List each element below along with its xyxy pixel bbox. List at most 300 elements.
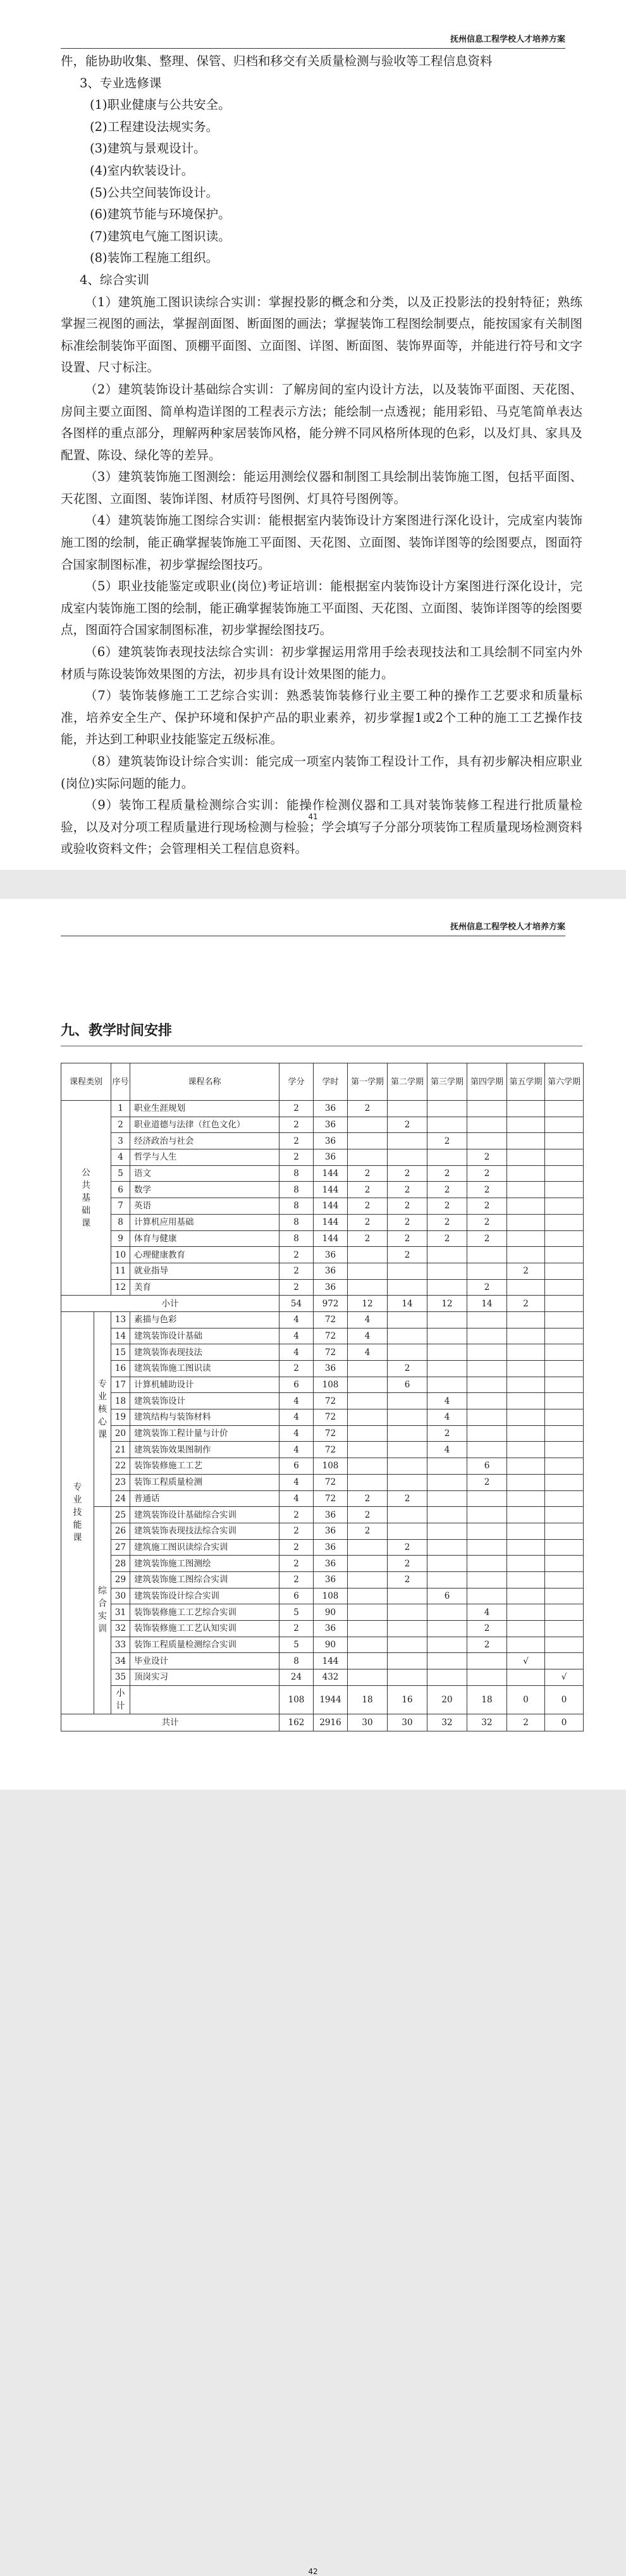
table-cell — [507, 1230, 545, 1247]
table-cell: 12 — [427, 1296, 467, 1312]
row-number: 27 — [111, 1539, 130, 1556]
table-cell — [507, 1556, 545, 1572]
header-cell: 第六学期 — [545, 1063, 584, 1101]
table-cell — [507, 1101, 545, 1117]
course-name: 建筑装饰设计综合实训 — [130, 1588, 279, 1604]
practice-paragraph: （3）建筑装饰施工图测绘：能运用测绘仪器和制图工具绘制出装饰施工图，包括平面图、天花图、立面图、装饰详图、材质符号图例、灯具符号图例等。 — [61, 469, 582, 506]
table-cell — [545, 1182, 584, 1198]
table-cell — [427, 1507, 467, 1523]
row-number: 16 — [111, 1361, 130, 1377]
table-cell: 2 — [467, 1474, 507, 1490]
table-cell: 2 — [467, 1279, 507, 1296]
table-cell: 162 — [279, 1714, 314, 1731]
table-cell — [427, 1117, 467, 1133]
table-cell: 8 — [279, 1182, 314, 1198]
table-cell: 2 — [348, 1101, 388, 1117]
table-cell: 2 — [388, 1361, 427, 1377]
table-cell — [348, 1571, 388, 1588]
table-cell — [545, 1101, 584, 1117]
header-cell: 第三学期 — [427, 1063, 467, 1101]
table-cell — [427, 1490, 467, 1507]
table-cell — [507, 1490, 545, 1507]
table-cell: 4 — [279, 1490, 314, 1507]
table-cell — [507, 1588, 545, 1604]
table-cell: 4 — [279, 1442, 314, 1458]
table-cell: 2 — [388, 1247, 427, 1263]
row-number: 3 — [111, 1133, 130, 1149]
row-number: 13 — [111, 1311, 130, 1328]
table-cell — [507, 1539, 545, 1556]
table-cell: 2 — [388, 1198, 427, 1215]
header-cell: 序号 — [111, 1063, 130, 1101]
table-cell — [467, 1669, 507, 1686]
table-cell — [427, 1149, 467, 1166]
table-cell: 2 — [388, 1117, 427, 1133]
row-number: 30 — [111, 1588, 130, 1604]
page-header: 抚州信息工程学校人才培养方案 — [61, 920, 565, 936]
row-number: 35 — [111, 1669, 130, 1686]
row-number: 29 — [111, 1571, 130, 1588]
table-cell: 2 — [279, 1149, 314, 1166]
table-cell — [388, 1344, 427, 1361]
table-cell — [507, 1393, 545, 1409]
elective-item: (2)工程建设法规实务。 — [90, 119, 219, 134]
course-name: 数学 — [130, 1182, 279, 1198]
course-name: 建筑装饰施工图测绘 — [130, 1556, 279, 1572]
table-cell: 32 — [427, 1714, 467, 1731]
total-label: 共计 — [61, 1714, 279, 1731]
table-cell — [507, 1474, 545, 1490]
table-cell — [507, 1165, 545, 1182]
table-cell: 6 — [427, 1588, 467, 1604]
page-number: 41 — [308, 812, 318, 821]
table-cell: 72 — [314, 1344, 348, 1361]
row-number: 24 — [111, 1490, 130, 1507]
course-name: 装饰装修施工工艺综合实训 — [130, 1604, 279, 1621]
table-cell — [388, 1669, 427, 1686]
table-cell: 4 — [279, 1328, 314, 1344]
table-cell: 36 — [314, 1101, 348, 1117]
course-name: 职业生涯规划 — [130, 1101, 279, 1117]
table-cell — [545, 1296, 584, 1312]
table-cell — [388, 1523, 427, 1539]
table-cell: 4 — [279, 1311, 314, 1328]
table-cell: 2 — [427, 1182, 467, 1198]
course-name: 建筑装饰施工图综合实训 — [130, 1571, 279, 1588]
subtotal-label: 小计 — [61, 1296, 279, 1312]
course-name: 装饰工程质量检测 — [130, 1474, 279, 1490]
table-cell: 2 — [348, 1490, 388, 1507]
table-cell — [545, 1474, 584, 1490]
table-cell: 36 — [314, 1621, 348, 1637]
table-cell — [348, 1117, 388, 1133]
table-cell — [427, 1101, 467, 1117]
table-cell — [507, 1247, 545, 1263]
table-cell: √ — [545, 1669, 584, 1686]
table-cell — [507, 1621, 545, 1637]
row-number: 32 — [111, 1621, 130, 1637]
practice-heading: 4、综合实训 — [80, 272, 149, 287]
table-cell — [545, 1523, 584, 1539]
table-row — [61, 1653, 584, 1669]
table-cell: 4 — [279, 1474, 314, 1490]
elective-item: (1)职业健康与公共安全。 — [90, 97, 231, 113]
table-cell: 2 — [279, 1247, 314, 1263]
header-cell: 学分 — [279, 1063, 314, 1101]
table-cell — [467, 1133, 507, 1149]
table-cell: 54 — [279, 1296, 314, 1312]
table-cell: 72 — [314, 1328, 348, 1344]
page-header: 抚州信息工程学校人才培养方案 — [61, 33, 565, 49]
table-cell: 2 — [427, 1133, 467, 1149]
table-cell — [507, 1409, 545, 1426]
table-cell — [388, 1311, 427, 1328]
table-cell: 2 — [388, 1571, 427, 1588]
table-row — [61, 1539, 584, 1556]
page-41 — [0, 0, 626, 870]
table-cell — [348, 1588, 388, 1604]
table-cell — [388, 1409, 427, 1426]
table-cell — [545, 1230, 584, 1247]
table-cell — [545, 1539, 584, 1556]
table-cell: 2 — [427, 1230, 467, 1247]
row-number: 26 — [111, 1523, 130, 1539]
table-row — [61, 1393, 584, 1409]
table-cell — [427, 1604, 467, 1621]
table-cell: 72 — [314, 1490, 348, 1507]
course-name: 经济政治与社会 — [130, 1133, 279, 1149]
table-cell — [467, 1101, 507, 1117]
table-row — [61, 1165, 584, 1182]
table-cell — [427, 1361, 467, 1377]
table-row — [61, 1230, 584, 1247]
table-cell: 36 — [314, 1523, 348, 1539]
table-cell — [388, 1328, 427, 1344]
table-cell: 0 — [545, 1714, 584, 1731]
table-cell: 32 — [467, 1714, 507, 1731]
table-cell — [545, 1604, 584, 1621]
course-name: 建筑装饰工程计量与计价 — [130, 1425, 279, 1442]
row-number: 5 — [111, 1165, 130, 1182]
table-row — [61, 1571, 584, 1588]
table-cell: 2 — [279, 1507, 314, 1523]
table-cell — [545, 1556, 584, 1572]
table-row — [61, 1279, 584, 1296]
table-cell — [467, 1117, 507, 1133]
table-cell — [545, 1117, 584, 1133]
table-cell — [467, 1377, 507, 1393]
table-cell — [388, 1133, 427, 1149]
table-cell: 2 — [388, 1539, 427, 1556]
table-cell — [507, 1117, 545, 1133]
table-cell — [348, 1458, 388, 1475]
table-cell: 0 — [507, 1685, 545, 1714]
table-cell: 5 — [279, 1637, 314, 1653]
subtotal-label: 小计 — [111, 1685, 130, 1714]
table-cell: 6 — [388, 1377, 427, 1393]
table-cell: 72 — [314, 1393, 348, 1409]
table-cell — [467, 1311, 507, 1328]
table-cell — [427, 1247, 467, 1263]
category-cell: 专业技能课 — [61, 1311, 94, 1714]
category-cell: 公共基础课 — [61, 1101, 111, 1296]
table-cell — [348, 1442, 388, 1458]
table-cell — [467, 1556, 507, 1572]
table-cell: 2 — [279, 1571, 314, 1588]
table-cell: 108 — [279, 1685, 314, 1714]
table-cell — [388, 1263, 427, 1279]
table-cell: 6 — [279, 1458, 314, 1475]
row-number: 25 — [111, 1507, 130, 1523]
table-cell: 36 — [314, 1279, 348, 1296]
table-cell: 2 — [348, 1165, 388, 1182]
table-cell — [427, 1621, 467, 1637]
table-cell — [507, 1279, 545, 1296]
table-cell — [467, 1588, 507, 1604]
table-cell — [507, 1133, 545, 1149]
table-cell — [388, 1653, 427, 1669]
row-number: 7 — [111, 1198, 130, 1215]
course-name: 建筑装饰施工图识读 — [130, 1361, 279, 1377]
table-cell — [507, 1442, 545, 1458]
row-number: 23 — [111, 1474, 130, 1490]
table-cell: 8 — [279, 1230, 314, 1247]
table-cell: 2 — [279, 1101, 314, 1117]
course-name: 心理健康教育 — [130, 1247, 279, 1263]
table-cell — [348, 1653, 388, 1669]
table-row — [61, 1490, 584, 1507]
table-cell: 2 — [388, 1230, 427, 1247]
table-cell: 6 — [279, 1377, 314, 1393]
table-header-row — [61, 1063, 584, 1101]
row-number: 19 — [111, 1409, 130, 1426]
table-cell — [427, 1474, 467, 1490]
table-cell: 36 — [314, 1571, 348, 1588]
table-row — [61, 1556, 584, 1572]
row-number: 21 — [111, 1442, 130, 1458]
course-name: 装饰工程质量检测综合实训 — [130, 1637, 279, 1653]
table-cell — [545, 1328, 584, 1344]
table-cell — [467, 1393, 507, 1409]
table-row — [61, 1182, 584, 1198]
table-row — [61, 1425, 584, 1442]
table-cell — [348, 1474, 388, 1490]
table-cell: 2 — [467, 1165, 507, 1182]
table-cell — [427, 1556, 467, 1572]
table-cell — [467, 1539, 507, 1556]
table-cell — [467, 1523, 507, 1539]
table-cell: 2 — [388, 1165, 427, 1182]
table-cell: 4 — [427, 1393, 467, 1409]
table-cell — [467, 1507, 507, 1523]
intro-line: 件，能协助收集、整理、保管、归档和移交有关质量检测与验收等工程信息资料 — [61, 54, 493, 68]
table-cell: 36 — [314, 1361, 348, 1377]
table-cell: 8 — [279, 1214, 314, 1230]
table-cell: 2 — [279, 1117, 314, 1133]
table-cell: 4 — [427, 1409, 467, 1426]
elective-item: (6)建筑节能与环境保护。 — [90, 207, 231, 222]
table-cell: 144 — [314, 1182, 348, 1198]
table-cell: 144 — [314, 1230, 348, 1247]
table-cell — [388, 1621, 427, 1637]
course-name: 顶岗实习 — [130, 1669, 279, 1686]
table-cell — [348, 1409, 388, 1426]
table-cell: 4 — [279, 1344, 314, 1361]
course-name: 建筑装饰表现技法 — [130, 1344, 279, 1361]
table-cell: 2 — [279, 1523, 314, 1539]
table-cell — [507, 1425, 545, 1442]
course-name: 建筑装饰设计基础 — [130, 1328, 279, 1344]
course-name: 素描与色彩 — [130, 1311, 279, 1328]
table-row — [61, 1101, 584, 1117]
header-cell: 学时 — [314, 1063, 348, 1101]
table-cell — [348, 1621, 388, 1637]
table-cell: 144 — [314, 1653, 348, 1669]
table-cell — [545, 1214, 584, 1230]
table-cell: 36 — [314, 1539, 348, 1556]
course-name: 普通话 — [130, 1490, 279, 1507]
table-cell — [348, 1539, 388, 1556]
table-cell: 108 — [314, 1458, 348, 1475]
table-cell: 36 — [314, 1247, 348, 1263]
table-cell — [545, 1442, 584, 1458]
header-cell: 第二学期 — [388, 1063, 427, 1101]
elective-item: (3)建筑与景观设计。 — [90, 141, 206, 156]
table-cell — [507, 1214, 545, 1230]
practice-paragraph: （2）建筑装饰设计基础综合实训：了解房间的室内设计方法，以及装饰平面图、天花图、房间主要立面图、简单构造详图的工程表示方法；能绘制一点透视；能用彩铅、马克笔简单表达各图样的重点部分，理解两种家居装饰风格，能分辨不同风格所体现的色彩，以及灯具、家具及配置、陈设、绿化等的差异。 — [61, 381, 582, 462]
course-name: 英语 — [130, 1198, 279, 1215]
table-cell — [545, 1571, 584, 1588]
table-row — [61, 1214, 584, 1230]
table-cell: 2 — [348, 1198, 388, 1215]
table-cell — [348, 1556, 388, 1572]
table-cell: 2 — [427, 1165, 467, 1182]
table-cell: 36 — [314, 1117, 348, 1133]
course-name: 哲学与人生 — [130, 1149, 279, 1166]
table-row — [61, 1328, 584, 1344]
table-cell — [507, 1571, 545, 1588]
table-cell — [427, 1571, 467, 1588]
table-cell — [545, 1344, 584, 1361]
table-cell: 2 — [279, 1133, 314, 1149]
table-cell — [467, 1263, 507, 1279]
table-row — [61, 1377, 584, 1393]
table-cell: 2 — [467, 1198, 507, 1215]
row-number: 15 — [111, 1344, 130, 1361]
table-cell — [348, 1133, 388, 1149]
table-row — [61, 1621, 584, 1637]
table-cell: 2 — [348, 1523, 388, 1539]
table-cell: 30 — [348, 1714, 388, 1731]
course-name: 美育 — [130, 1279, 279, 1296]
table-cell — [427, 1523, 467, 1539]
elective-heading: 3、专业选修课 — [80, 75, 162, 90]
table-cell: 2 — [427, 1198, 467, 1215]
table-cell — [388, 1442, 427, 1458]
row-number: 10 — [111, 1247, 130, 1263]
table-cell: 2 — [279, 1621, 314, 1637]
table-cell — [545, 1198, 584, 1215]
table-cell — [507, 1523, 545, 1539]
table-row — [61, 1198, 584, 1215]
table-cell: 72 — [314, 1474, 348, 1490]
course-name: 就业指导 — [130, 1263, 279, 1279]
course-name: 建筑施工图识读综合实训 — [130, 1539, 279, 1556]
table-cell: 2 — [279, 1263, 314, 1279]
table-cell: 4 — [279, 1393, 314, 1409]
table-cell: 2 — [388, 1556, 427, 1572]
table-row — [61, 1409, 584, 1426]
row-number: 18 — [111, 1393, 130, 1409]
subtotal-row — [61, 1296, 584, 1312]
table-cell — [467, 1490, 507, 1507]
row-number: 14 — [111, 1328, 130, 1344]
practice-paragraph: （1）建筑施工图识读综合实训：掌握投影的概念和分类，以及正投影法的投射特征；熟练掌握三视图的画法，掌握剖面图、断面图的画法；掌握装饰工程图绘制要点，能按国家有关制图标准绘制装饰平面图、顶棚平面图、立面图、详图、断面图、装饰界面等，并能进行符号和文字设置、尺寸标注。 — [61, 294, 582, 375]
table-cell: 36 — [314, 1133, 348, 1149]
table-cell — [388, 1588, 427, 1604]
table-cell — [388, 1474, 427, 1490]
table-cell: 1944 — [314, 1685, 348, 1714]
table-cell: √ — [507, 1653, 545, 1669]
row-number: 34 — [111, 1653, 130, 1669]
table-cell: 0 — [545, 1685, 584, 1714]
course-name: 建筑装饰效果图制作 — [130, 1442, 279, 1458]
header-cell: 第四学期 — [467, 1063, 507, 1101]
row-number: 20 — [111, 1425, 130, 1442]
course-name: 装饰装修施工工艺认知实训 — [130, 1621, 279, 1637]
table-cell: 90 — [314, 1637, 348, 1653]
subcategory-cell: 综合实训 — [94, 1507, 111, 1714]
table-cell — [467, 1571, 507, 1588]
table-cell: 2 — [427, 1214, 467, 1230]
table-cell — [507, 1377, 545, 1393]
table-cell — [467, 1247, 507, 1263]
table-cell — [427, 1263, 467, 1279]
course-name: 建筑装饰设计基础综合实训 — [130, 1507, 279, 1523]
table-cell — [507, 1604, 545, 1621]
course-name: 职业道德与法律（红色文化） — [130, 1117, 279, 1133]
table-cell: 20 — [427, 1685, 467, 1714]
teaching-schedule-table — [61, 1063, 584, 1731]
table-cell — [545, 1263, 584, 1279]
table-row — [61, 1588, 584, 1604]
table-cell — [467, 1361, 507, 1377]
table-cell: 2 — [348, 1182, 388, 1198]
table-row — [61, 1149, 584, 1166]
table-cell — [507, 1637, 545, 1653]
table-cell — [427, 1279, 467, 1296]
table-cell — [545, 1637, 584, 1653]
table-cell: 18 — [467, 1685, 507, 1714]
table-cell — [545, 1621, 584, 1637]
table-cell — [348, 1393, 388, 1409]
table-row — [61, 1247, 584, 1263]
table-row — [61, 1507, 584, 1523]
table-row — [61, 1669, 584, 1686]
table-cell: 30 — [388, 1714, 427, 1731]
row-number: 6 — [111, 1182, 130, 1198]
table-cell: 12 — [348, 1296, 388, 1312]
table-cell — [348, 1637, 388, 1653]
table-cell — [388, 1507, 427, 1523]
row-number: 4 — [111, 1149, 130, 1166]
table-cell — [507, 1507, 545, 1523]
table-row — [61, 1117, 584, 1133]
table-cell: 2 — [279, 1556, 314, 1572]
table-cell: 72 — [314, 1425, 348, 1442]
elective-list — [61, 94, 582, 269]
elective-item: (5)公共空间装饰设计。 — [90, 185, 219, 200]
